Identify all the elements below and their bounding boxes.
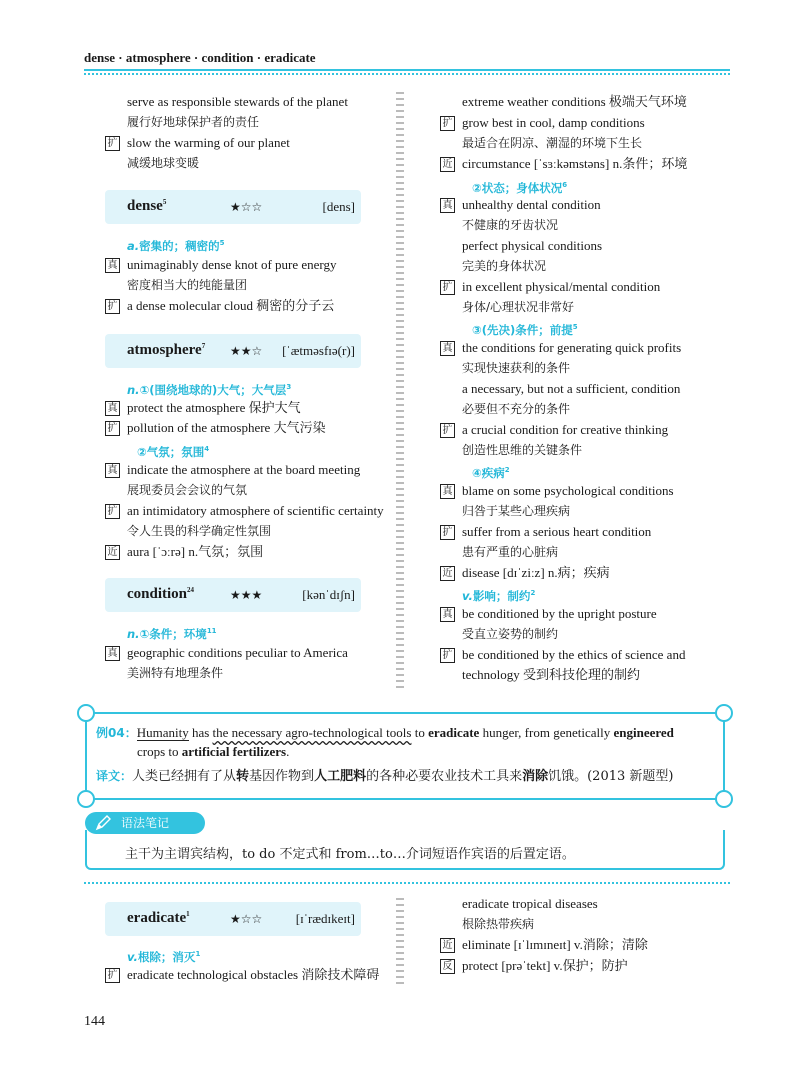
- expand-marker-icon: 扩: [440, 648, 455, 663]
- entry-line: 扩 a crucial condition for creative thinking: [440, 421, 730, 441]
- entry-line: 真 unhealthy dental condition: [440, 196, 730, 216]
- entry-line: 真 blame on some psychological conditions: [440, 482, 730, 502]
- entry-line: 近 disease [dɪˈziːz] n.病；疾病: [440, 564, 730, 584]
- entry-line: 扩 slow the warming of our planet: [105, 134, 385, 154]
- headword: atmosphere$^7$: [127, 342, 206, 358]
- column-divider-bottom: [396, 898, 404, 988]
- entry-line: serve as responsible stewards of the planet: [127, 94, 348, 109]
- headword: condition$^{24}$: [127, 586, 195, 602]
- sense-label: a.密集的；稠密的$^5$: [127, 238, 225, 253]
- example-label: 例04：: [96, 726, 137, 740]
- sense-label: v.根除；消灭$^1$: [127, 949, 201, 964]
- sense-label: ②状态；身体状况$^6$: [472, 180, 568, 195]
- entry-translation: 展现委员会会议的气氛: [127, 483, 248, 497]
- translation-label: 译文：: [96, 769, 133, 783]
- grammar-note-text: 主干为主谓宾结构，to do 不定式和 from…to…介词短语作宾语的后置定语。: [125, 847, 575, 862]
- entry-line: 扩 be conditioned by the ethics of science and: [440, 646, 730, 666]
- headword-box-atmosphere: [105, 334, 361, 368]
- real-marker-icon: 真: [440, 607, 455, 622]
- entry-line: 扩 grow best in cool, damp conditions: [440, 114, 730, 134]
- entry-line-cont: technology 受到科技伦理的制约: [462, 667, 641, 682]
- expand-marker-icon: 扩: [440, 525, 455, 540]
- grammar-note-tab: [85, 812, 205, 834]
- pronunciation: [dens]: [322, 199, 355, 214]
- running-header: dense · atmosphere · condition · eradicate: [84, 50, 316, 65]
- sense-label: v.影响；制约$^2$: [462, 588, 536, 603]
- entry-translation: 受直立姿势的制约: [462, 627, 559, 641]
- headword: eradicate$^1$: [127, 910, 190, 926]
- pronunciation: [ˈætməsfɪə(r)]: [282, 343, 355, 358]
- expand-marker-icon: 扩: [105, 299, 120, 314]
- entry-translation: 患有严重的心脏病: [462, 545, 559, 559]
- sense-label: n.①条件；环境$^{11}$: [127, 626, 217, 641]
- entry-line: 真 geographic conditions peculiar to America: [105, 644, 385, 664]
- star-rating: ★☆☆: [230, 912, 263, 926]
- near-marker-icon: 近: [440, 938, 455, 953]
- near-marker-icon: 近: [440, 566, 455, 581]
- real-marker-icon: 真: [105, 258, 120, 273]
- expand-marker-icon: 扩: [105, 421, 120, 436]
- example-sentence-line2: crops to artificial fertilizers.: [137, 744, 290, 759]
- expand-marker-icon: 扩: [440, 280, 455, 295]
- entry-line: 扩 pollution of the atmosphere 大气污染: [105, 419, 385, 439]
- headword-box-condition: [105, 578, 361, 612]
- entry-translation: 减缓地球变暖: [127, 156, 200, 170]
- entry-translation: 令人生畏的科学确定性氛围: [127, 524, 272, 538]
- entry-line: 反 protect [prəˈtekt] v.保护；防护: [440, 957, 730, 977]
- header-rule: [84, 69, 730, 71]
- entry-line: a necessary, but not a sufficient, condition: [462, 381, 681, 396]
- entry-line: 扩 eradicate technological obstacles 消除技术障碍: [105, 966, 395, 986]
- entry-line: 近 eliminate [ɪˈlɪmɪneɪt] v.消除；清除: [440, 936, 730, 956]
- entry-line: 真 protect the atmosphere 保护大气: [105, 399, 385, 419]
- entry-line: 扩 in excellent physical/mental condition: [440, 278, 730, 298]
- real-marker-icon: 真: [105, 463, 120, 478]
- entry-line: 真 unimaginably dense knot of pure energy: [105, 256, 385, 276]
- entry-line: 近 circumstance [ˈsɜːkəmstəns] n.条件；环境: [440, 155, 730, 175]
- expand-marker-icon: 扩: [440, 116, 455, 131]
- entry-line: perfect physical conditions: [462, 238, 603, 253]
- page-number: 144: [84, 1014, 105, 1029]
- star-rating: ★★★: [230, 588, 263, 602]
- sense-label: ③(先决)条件；前提$^5$: [472, 322, 578, 337]
- real-marker-icon: 真: [440, 198, 455, 213]
- example-sentence-line1: 例04：Humanity has the necessary agro-technological tools to eradicate hunger, from genetically engineered: [96, 725, 674, 740]
- near-marker-icon: 近: [440, 157, 455, 172]
- expand-marker-icon: 扩: [105, 504, 120, 519]
- antonym-marker-icon: 反: [440, 959, 455, 974]
- star-rating: ★★☆: [230, 344, 263, 358]
- grammar-note-label: 语法笔记: [121, 816, 170, 830]
- real-marker-icon: 真: [105, 401, 120, 416]
- entry-line: 扩 suffer from a serious heart condition: [440, 523, 730, 543]
- header-dotted-rule: [84, 73, 730, 75]
- expand-marker-icon: 扩: [105, 136, 120, 151]
- corner-ornament-icon: [77, 704, 95, 722]
- pronunciation: [kənˈdɪʃn]: [302, 587, 355, 602]
- entry-translation: 完美的身体状况: [462, 259, 547, 273]
- headword-box-dense: [105, 190, 361, 224]
- expand-marker-icon: 扩: [440, 423, 455, 438]
- entry-translation: 密度相当大的纯能量团: [127, 278, 248, 292]
- entry-translation: 归咎于某些心理疾病: [462, 504, 571, 518]
- entry-line: 扩 a dense molecular cloud 稠密的分子云: [105, 297, 385, 317]
- entry-line: 扩 an intimidatory atmosphere of scientific certainty: [105, 502, 385, 522]
- entry-translation: 美洲特有地理条件: [127, 666, 224, 680]
- example-translation: 译文：人类已经拥有了从转基因作物到人工肥料的各种必要农业技术工具来消除饥饿。(2013 新题型): [96, 769, 674, 784]
- entry-line: 真 the conditions for generating quick profits: [440, 339, 730, 359]
- entry-translation: 根除热带疾病: [462, 917, 535, 931]
- corner-ornament-icon: [715, 704, 733, 722]
- sense-label: ②气氛；氛围$^4$: [137, 444, 210, 459]
- entry-translation: 实现快速获利的条件: [462, 361, 571, 375]
- corner-ornament-icon: [715, 790, 733, 808]
- expand-marker-icon: 扩: [105, 968, 120, 983]
- column-divider: [396, 92, 404, 692]
- real-marker-icon: 真: [440, 484, 455, 499]
- entry-translation: 必要但不充分的条件: [462, 402, 571, 416]
- star-rating: ★☆☆: [230, 200, 263, 214]
- corner-ornament-icon: [77, 790, 95, 808]
- real-marker-icon: 真: [440, 341, 455, 356]
- entry-translation: 不健康的牙齿状况: [462, 218, 559, 232]
- section-separator: [84, 882, 730, 884]
- entry-translation: 履行好地球保护者的责任: [127, 115, 260, 129]
- pronunciation: [ɪˈrædɪkeɪt]: [295, 911, 355, 926]
- entry-translation: 身体/心理状况非常好: [462, 300, 575, 314]
- headword-box-eradicate: [105, 902, 361, 936]
- sense-label: n.①(围绕地球的)大气；大气层$^3$: [127, 382, 292, 397]
- entry-line: 真 indicate the atmosphere at the board meeting: [105, 461, 385, 481]
- headword: dense$^5$: [127, 198, 167, 214]
- real-marker-icon: 真: [105, 646, 120, 661]
- entry-line: 真 be conditioned by the upright posture: [440, 605, 730, 625]
- entry-translation: 创造性思维的关键条件: [462, 443, 583, 457]
- entry-translation: 最适合在阴凉、潮湿的环境下生长: [462, 136, 643, 150]
- entry-line: 近 aura [ˈɔːrə] n.气氛；氛围: [105, 543, 385, 563]
- near-marker-icon: 近: [105, 545, 120, 560]
- pen-icon: [95, 815, 111, 831]
- entry-line: extreme weather conditions 极端天气环境: [462, 94, 687, 109]
- sense-label: ④疾病$^2$: [472, 465, 510, 480]
- entry-line: eradicate tropical diseases: [462, 896, 598, 911]
